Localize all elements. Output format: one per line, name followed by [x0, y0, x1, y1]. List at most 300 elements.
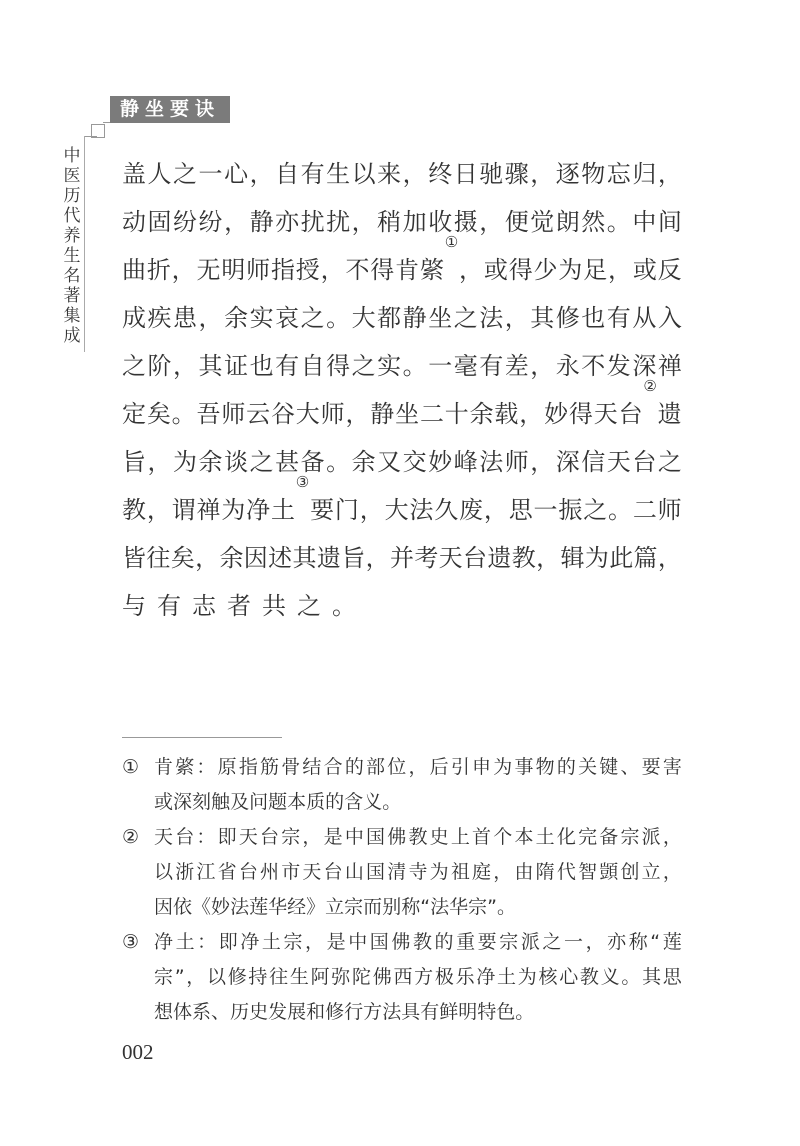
- char: 为: [429, 861, 449, 883]
- char: 废: [459, 496, 484, 524]
- char: 由: [514, 861, 534, 883]
- char: 旨: [341, 544, 366, 572]
- char: 土: [261, 931, 281, 953]
- char: 极: [434, 966, 454, 988]
- char: ，: [359, 496, 384, 524]
- char: ，: [493, 861, 513, 883]
- char: 宗: [499, 931, 519, 953]
- char: 立: [641, 861, 661, 883]
- char: 原: [217, 756, 237, 778]
- char: 谷: [270, 400, 295, 428]
- char: 之: [542, 931, 562, 953]
- char: 哀: [275, 304, 300, 332]
- char: 遗: [657, 400, 682, 428]
- char: 肯: [154, 756, 174, 778]
- char: ，: [173, 352, 198, 380]
- char: 其: [292, 544, 317, 572]
- char: 害: [662, 756, 682, 778]
- char: 台: [323, 861, 343, 883]
- char: 首: [472, 826, 492, 848]
- char: 物: [535, 756, 555, 778]
- char: 实: [377, 352, 402, 380]
- char: 扰: [326, 208, 351, 236]
- char: 备: [599, 826, 619, 848]
- char: 或: [483, 256, 508, 284]
- char: ，: [530, 160, 555, 188]
- body-line: [122, 473, 682, 534]
- char: 天: [302, 861, 322, 883]
- char: 色: [496, 1001, 516, 1023]
- char: 足: [583, 256, 608, 284]
- char: ，: [171, 256, 196, 284]
- char: 佛: [387, 826, 407, 848]
- char: ，: [147, 448, 172, 476]
- char: 陀: [352, 966, 372, 988]
- char: 思: [508, 496, 533, 524]
- char: 生: [326, 160, 351, 188]
- char: 。: [496, 896, 516, 918]
- char: 成: [122, 304, 146, 332]
- char: 以: [351, 160, 376, 188]
- char: 因: [243, 544, 268, 572]
- footnote-number: ①: [122, 756, 140, 778]
- char: 日: [453, 160, 478, 188]
- char: 坐: [395, 400, 420, 428]
- char: 禅: [657, 352, 682, 380]
- char: 引: [450, 756, 470, 778]
- char: 。: [608, 496, 633, 524]
- char: 江: [196, 861, 216, 883]
- char: 净: [154, 931, 174, 953]
- char: 稍: [377, 208, 402, 236]
- char: 台: [618, 400, 643, 428]
- char: 即: [218, 931, 238, 953]
- char: 定: [122, 400, 146, 428]
- body-line: [122, 233, 682, 294]
- char: 史: [249, 1001, 269, 1023]
- char: 鲜: [439, 1001, 459, 1023]
- footnote-text: [154, 750, 682, 785]
- char: 终: [428, 160, 453, 188]
- char: 位: [387, 756, 407, 778]
- char: 有: [479, 352, 504, 380]
- footnote-line: [122, 820, 682, 855]
- char: 是: [326, 931, 346, 953]
- char: 也: [581, 304, 606, 332]
- char: 题: [268, 791, 288, 813]
- char: 有: [300, 160, 325, 188]
- char: 净: [240, 931, 260, 953]
- char: ，: [483, 496, 508, 524]
- char: 教: [408, 826, 428, 848]
- char: 一: [563, 931, 583, 953]
- char: 者: [227, 592, 262, 620]
- char: 宗: [620, 826, 640, 848]
- char: ，: [479, 208, 504, 236]
- char: 朗: [555, 208, 580, 236]
- char: 部: [366, 756, 386, 778]
- char: 阶: [147, 352, 172, 380]
- char: 亦: [607, 931, 627, 953]
- char: 顗: [599, 861, 619, 883]
- char: 。: [402, 352, 427, 380]
- footnote-text: [154, 995, 682, 1030]
- char: 要: [477, 931, 497, 953]
- body-line: [122, 342, 682, 390]
- char: 折: [146, 256, 171, 284]
- char: 土: [175, 931, 195, 953]
- char: 逐: [555, 160, 580, 188]
- char: 疾: [147, 304, 172, 332]
- char: ”: [174, 966, 185, 988]
- char: 完: [578, 826, 598, 848]
- char: ，: [657, 160, 682, 188]
- body-line: [122, 150, 682, 198]
- footnote-text: [154, 820, 682, 855]
- footnote-ref: ①: [444, 233, 459, 251]
- char: 展: [287, 1001, 307, 1023]
- footnote-ref: ②: [643, 377, 657, 395]
- char: 备: [300, 448, 325, 476]
- char: 来: [377, 160, 402, 188]
- series-title-char: 成: [63, 326, 81, 346]
- char: 皆: [122, 544, 146, 572]
- char: 教: [579, 966, 599, 988]
- char: 法: [479, 304, 504, 332]
- char: 师: [320, 400, 345, 428]
- char: 台: [463, 544, 488, 572]
- char: 无: [196, 256, 221, 284]
- char: 授: [295, 256, 320, 284]
- char: ，: [198, 304, 223, 332]
- char: ，: [320, 256, 345, 284]
- char: 个: [493, 826, 513, 848]
- char: 也: [249, 352, 274, 380]
- char: 心: [559, 966, 579, 988]
- char: 师: [504, 448, 529, 476]
- char: 摄: [453, 208, 478, 236]
- char: 别: [382, 896, 402, 918]
- char: 体: [173, 1001, 193, 1023]
- series-title-vertical: [62, 146, 82, 346]
- char: ，: [224, 208, 249, 236]
- char: 之: [351, 352, 376, 380]
- char: 师: [657, 496, 682, 524]
- char: 宗: [468, 896, 488, 918]
- char: ，: [657, 544, 682, 572]
- char: ，: [302, 826, 322, 848]
- char: 人: [147, 160, 172, 188]
- char: 甚: [275, 448, 300, 476]
- char: 上: [450, 826, 470, 848]
- char: 共: [262, 592, 297, 620]
- char: 永: [555, 352, 580, 380]
- char: 为: [517, 966, 537, 988]
- char: 教: [412, 931, 432, 953]
- char: 大: [295, 400, 320, 428]
- char: 的: [344, 756, 364, 778]
- char: 之: [300, 304, 325, 332]
- char: 化: [556, 826, 576, 848]
- char: 纷: [198, 208, 223, 236]
- char: ，: [530, 352, 555, 380]
- char: ：: [197, 931, 217, 953]
- char: 之: [249, 448, 274, 476]
- char: 心: [224, 160, 249, 188]
- char: 是: [323, 826, 343, 848]
- footnote-line: [122, 855, 682, 890]
- char: 结: [302, 756, 322, 778]
- char: 余: [219, 544, 244, 572]
- char: 指: [238, 756, 258, 778]
- char: 纷: [173, 208, 198, 236]
- char: 隋: [535, 861, 555, 883]
- main-text: [122, 150, 682, 630]
- char: 师: [221, 400, 246, 428]
- char: 经: [287, 896, 307, 918]
- char: 得: [568, 400, 593, 428]
- char: 法: [409, 496, 434, 524]
- char: 大: [351, 304, 376, 332]
- char: ，: [186, 966, 206, 988]
- char: 弥: [331, 966, 351, 988]
- char: 发: [606, 352, 631, 380]
- char: 便: [504, 208, 529, 236]
- char: 方: [363, 1001, 383, 1023]
- char: 遗: [487, 544, 512, 572]
- header-ornament-line: [85, 136, 97, 137]
- char: 以: [154, 861, 174, 883]
- char: 称: [628, 931, 648, 953]
- char: 特: [477, 1001, 497, 1023]
- body-line: [122, 377, 682, 438]
- char: 然: [581, 208, 606, 236]
- char: 质: [306, 791, 326, 813]
- char: 宗: [281, 826, 301, 848]
- char: 毫: [453, 352, 478, 380]
- char: 佛: [372, 966, 392, 988]
- char: 妙: [544, 400, 569, 428]
- char: 之: [297, 592, 332, 620]
- char: 差: [504, 352, 529, 380]
- char: 。: [621, 966, 641, 988]
- char: 称: [401, 896, 421, 918]
- char: 往: [269, 966, 289, 988]
- char: 深: [173, 791, 193, 813]
- char: 想: [154, 1001, 174, 1023]
- char: 。: [382, 791, 402, 813]
- char: 物: [581, 160, 606, 188]
- footnote-line: [122, 750, 682, 785]
- char: 重: [456, 931, 476, 953]
- char: 天: [154, 826, 174, 848]
- char: 关: [578, 756, 598, 778]
- char: ，: [402, 160, 427, 188]
- char: 收: [428, 208, 453, 236]
- char: 教: [122, 496, 146, 524]
- char: ，: [519, 400, 544, 428]
- char: 为: [493, 756, 513, 778]
- char: 从: [632, 304, 657, 332]
- char: 一: [533, 496, 558, 524]
- char: 振: [558, 496, 583, 524]
- char: 即: [217, 826, 237, 848]
- char: 或: [154, 791, 174, 813]
- footnotes: [122, 750, 682, 1030]
- char: 而: [363, 896, 383, 918]
- char: 余: [224, 304, 249, 332]
- char: 发: [268, 1001, 288, 1023]
- char: 筋: [260, 756, 280, 778]
- footnote-text: [154, 925, 682, 960]
- footnote-text: [154, 855, 682, 890]
- char: 。: [326, 304, 351, 332]
- char: 佛: [391, 931, 411, 953]
- char: 有: [275, 352, 300, 380]
- char: 中: [344, 826, 364, 848]
- char: ，: [195, 544, 220, 572]
- char: ，: [662, 826, 682, 848]
- char: 历: [230, 1001, 250, 1023]
- char: 宗: [283, 931, 303, 953]
- char: ，: [345, 400, 370, 428]
- footnote-line: [122, 960, 682, 995]
- char: 生: [289, 966, 309, 988]
- char: 台: [175, 826, 195, 848]
- series-title-char: 集: [63, 306, 81, 326]
- char: 余: [469, 400, 494, 428]
- char: 深: [632, 352, 657, 380]
- char: ”: [487, 896, 497, 918]
- char: 。: [515, 1001, 535, 1023]
- footnote-text: [154, 890, 682, 925]
- char: 之: [122, 352, 146, 380]
- char: 教: [511, 544, 536, 572]
- char: 并: [389, 544, 414, 572]
- char: ，: [365, 544, 390, 572]
- char: 有: [157, 592, 192, 620]
- char: “: [420, 896, 431, 918]
- char: 自: [300, 352, 325, 380]
- char: 国: [366, 861, 386, 883]
- body-line: [122, 438, 682, 486]
- char: 派: [641, 826, 661, 848]
- series-title-char: 代: [63, 206, 81, 226]
- char: 智: [578, 861, 598, 883]
- char: 少: [533, 256, 558, 284]
- footnote-line: [122, 995, 682, 1030]
- char: 十: [444, 400, 469, 428]
- char: 问: [249, 791, 269, 813]
- char: 吾: [196, 400, 221, 428]
- char: 明: [458, 1001, 478, 1023]
- char: 指: [270, 256, 295, 284]
- series-title-char: 历: [63, 186, 81, 206]
- char: 间: [657, 208, 682, 236]
- char: ，: [408, 756, 428, 778]
- char: ，: [249, 160, 274, 188]
- char: 矣: [170, 544, 195, 572]
- series-title-char: 中: [63, 146, 81, 166]
- char: 台: [238, 861, 258, 883]
- char: 修: [325, 1001, 345, 1023]
- char: 为: [173, 448, 198, 476]
- char: 信: [581, 448, 606, 476]
- char: 加: [402, 208, 427, 236]
- char: ，: [585, 931, 605, 953]
- char: 志: [192, 592, 227, 620]
- char: 谓: [171, 496, 196, 524]
- char: 为: [558, 256, 583, 284]
- char: 中: [348, 931, 368, 953]
- char: 得: [326, 352, 351, 380]
- footnote-number: ②: [122, 826, 140, 848]
- body-line: [122, 198, 682, 246]
- char: 旨: [122, 448, 146, 476]
- char: 净: [246, 496, 271, 524]
- char: 患: [173, 304, 198, 332]
- char: 忘: [606, 160, 631, 188]
- char: 静: [402, 304, 427, 332]
- char: 申: [472, 756, 492, 778]
- char: 法: [479, 448, 504, 476]
- char: 证: [224, 352, 249, 380]
- char: ，: [146, 496, 171, 524]
- char: 。: [326, 448, 351, 476]
- footnote-text: [154, 960, 682, 995]
- char: 清: [387, 861, 407, 883]
- char: 骨: [281, 756, 301, 778]
- char: 本: [514, 826, 534, 848]
- footnote-ref: ③: [295, 473, 310, 491]
- char: 为: [584, 544, 609, 572]
- char: 盖: [122, 160, 146, 188]
- char: 中: [632, 208, 657, 236]
- char: 山: [344, 861, 364, 883]
- series-title-char: 医: [63, 166, 81, 186]
- char: 得: [508, 256, 533, 284]
- char: 不: [581, 352, 606, 380]
- char: 本: [287, 791, 307, 813]
- char: 法: [382, 1001, 402, 1023]
- char: 为: [221, 496, 246, 524]
- char: 觉: [530, 208, 555, 236]
- char: 宗: [344, 896, 364, 918]
- char: 土: [535, 826, 555, 848]
- char: 华: [449, 896, 469, 918]
- char: 有: [420, 1001, 440, 1023]
- char: 或: [632, 256, 657, 284]
- char: 矣: [146, 400, 171, 428]
- char: 辑: [560, 544, 585, 572]
- footnote-line: [122, 890, 682, 925]
- char: 其: [530, 304, 555, 332]
- char: 《: [192, 896, 212, 918]
- page-number: 002: [122, 1040, 154, 1064]
- char: 核: [538, 966, 558, 988]
- char: 具: [401, 1001, 421, 1023]
- char: 余: [351, 448, 376, 476]
- char: 亦: [275, 208, 300, 236]
- char: 都: [377, 304, 402, 332]
- char: 国: [369, 931, 389, 953]
- char: 法: [230, 896, 250, 918]
- char: 后: [429, 756, 449, 778]
- char: 又: [377, 448, 402, 476]
- char: 动: [122, 208, 146, 236]
- char: 省: [217, 861, 237, 883]
- char: 入: [657, 304, 682, 332]
